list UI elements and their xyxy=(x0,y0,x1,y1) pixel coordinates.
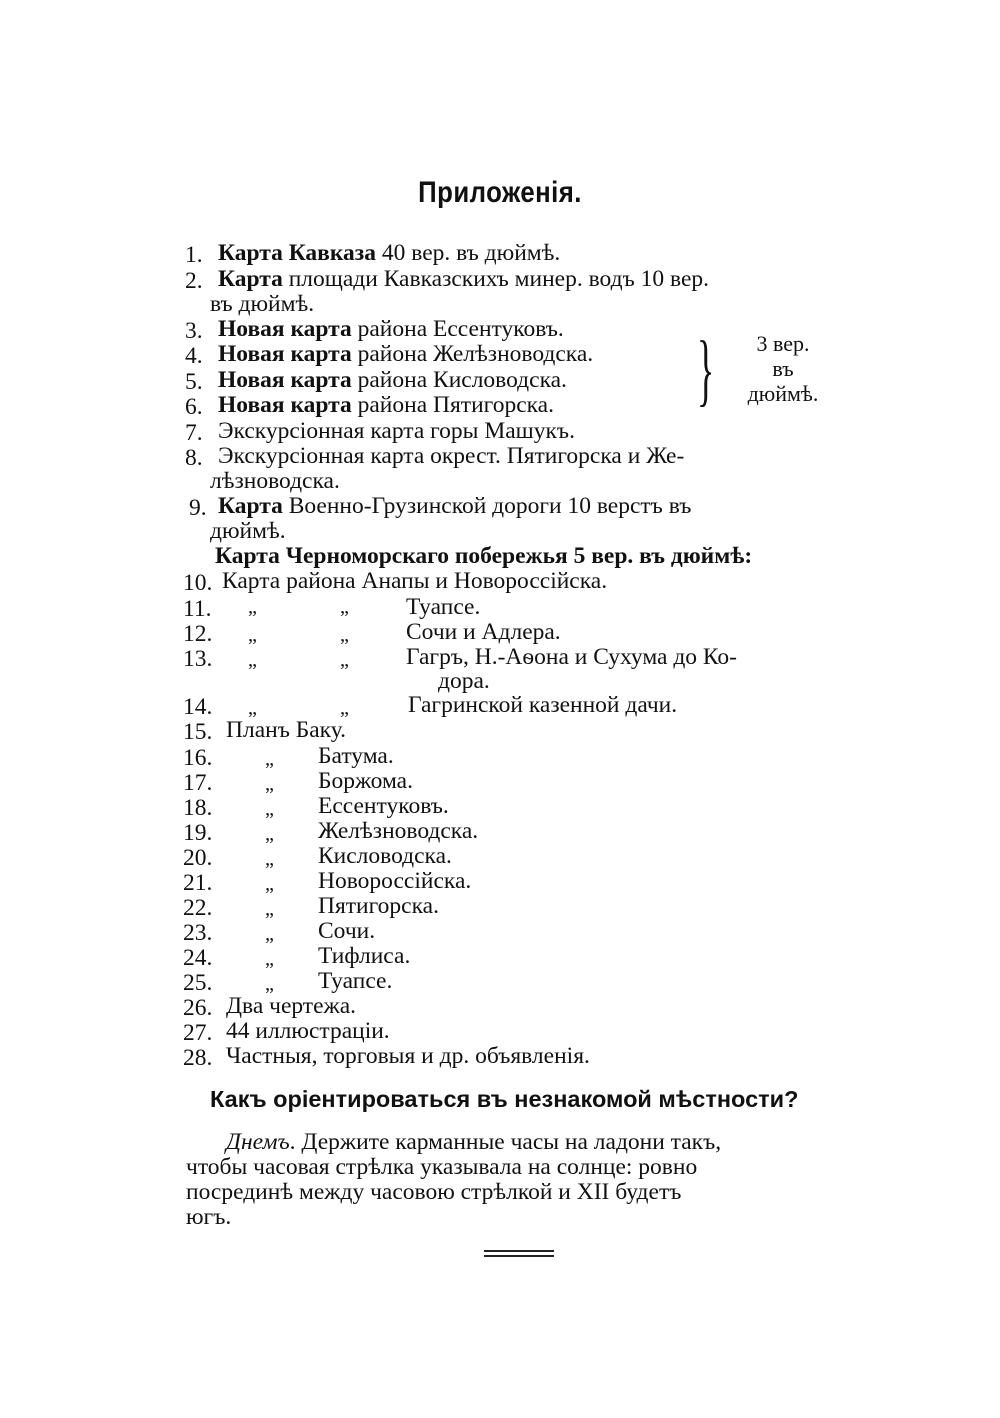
item-number: 19. xyxy=(183,820,213,846)
item-number: 17. xyxy=(183,770,213,796)
paragraph-line xyxy=(226,1129,721,1155)
ditto-mark: „ xyxy=(340,649,349,671)
item-bold: Карта xyxy=(218,266,283,292)
list-item: Ессентуковъ. xyxy=(318,793,449,819)
list-item: Планъ Баку. xyxy=(226,717,347,743)
ditto-mark: „ xyxy=(265,973,274,995)
item-number: 11. xyxy=(183,596,212,622)
item-number: 26. xyxy=(183,995,213,1021)
paragraph-text: . Держите карманные часы на ладони такъ, xyxy=(289,1129,722,1155)
item-bold: Новая карта xyxy=(218,316,352,342)
list-item xyxy=(218,493,691,519)
ditto-mark: „ xyxy=(265,848,274,870)
paragraph-lead: Днемъ xyxy=(226,1129,290,1155)
list-item: Гагринской казенной дачи. xyxy=(408,692,678,718)
item-bold: Новая карта xyxy=(218,341,352,367)
ditto-mark: „ xyxy=(265,798,274,820)
item-continuation: дюймѣ. xyxy=(210,518,286,544)
item-text: района Ессентуковъ. xyxy=(351,316,564,342)
item-text: Военно-Грузинской дороги 10 верстъ въ xyxy=(282,493,692,519)
item-number: 27. xyxy=(183,1020,213,1046)
item-number: 25. xyxy=(183,970,213,996)
list-item: Туапсе. xyxy=(406,594,481,620)
curly-brace-icon: } xyxy=(697,326,715,414)
list-item: Туапсе. xyxy=(318,968,393,994)
item-number: 13. xyxy=(183,646,213,672)
list-item: Кисловодска. xyxy=(318,843,452,869)
brace-note: дюймѣ. xyxy=(747,381,819,406)
ditto-mark: „ xyxy=(248,649,257,671)
list-item: Сочи. xyxy=(318,918,376,944)
coast-heading: Карта Черноморскаго побережья 5 вер. въ дюймѣ: xyxy=(215,543,753,569)
paragraph-line: чтобы часовая стрѣлка указывала на солнце: ровно xyxy=(186,1154,698,1180)
item-number: 3. xyxy=(185,318,203,344)
item-continuation: лѣзноводска. xyxy=(210,468,340,494)
ditto-mark: „ xyxy=(340,596,349,618)
ditto-mark: „ xyxy=(340,624,349,646)
item-number: 20. xyxy=(183,845,213,871)
list-item: Карта района Анапы и Новороссійска. xyxy=(222,568,608,594)
item-number: 6. xyxy=(185,394,203,420)
list-item: 44 иллюстраціи. xyxy=(226,1018,390,1044)
list-item: Два чертежа. xyxy=(226,993,357,1019)
ditto-mark: „ xyxy=(248,624,257,646)
list-item: Пятигорска. xyxy=(318,893,439,919)
ditto-mark: „ xyxy=(265,823,274,845)
item-continuation: дора. xyxy=(438,668,490,694)
item-text: района Кисловодска. xyxy=(351,367,567,393)
ditto-mark: „ xyxy=(265,923,274,945)
list-item xyxy=(218,392,554,418)
item-number: 28. xyxy=(183,1045,213,1071)
ditto-mark: „ xyxy=(265,948,274,970)
section-heading: Какъ оріентироваться въ незнакомой мѣстности? xyxy=(210,1086,799,1112)
item-text: площади Кавказскихъ минер. водъ 10 вер. xyxy=(282,266,709,292)
brace-note: въ xyxy=(772,356,794,381)
item-text: 40 вер. въ дюймѣ. xyxy=(376,240,561,266)
ditto-mark: „ xyxy=(265,873,274,895)
end-rule xyxy=(484,1250,554,1252)
ditto-mark: „ xyxy=(340,697,349,719)
list-item xyxy=(218,240,560,266)
list-item: Сочи и Адлера. xyxy=(406,619,561,645)
item-number: 18. xyxy=(183,795,213,821)
item-number: 21. xyxy=(183,870,213,896)
item-number: 7. xyxy=(185,420,203,446)
list-item xyxy=(218,266,709,292)
item-continuation: въ дюймѣ. xyxy=(210,291,315,317)
ditto-mark: „ xyxy=(265,898,274,920)
item-number: 4. xyxy=(185,343,203,369)
ditto-mark: „ xyxy=(248,596,257,618)
paragraph-line: югъ. xyxy=(186,1204,232,1230)
item-number: 1. xyxy=(185,242,203,268)
page-title: Приложенія. xyxy=(418,176,582,209)
list-item: Экскурсіонная карта горы Машукъ. xyxy=(218,418,575,444)
item-number: 10. xyxy=(183,570,213,596)
list-item xyxy=(218,341,593,367)
item-number: 14. xyxy=(183,694,213,720)
item-number: 5. xyxy=(185,369,203,395)
item-number: 22. xyxy=(183,895,213,921)
item-text: района Желѣзноводска. xyxy=(351,341,594,367)
item-number: 8. xyxy=(185,445,203,471)
brace-note: 3 вер. xyxy=(756,331,810,356)
item-number: 23. xyxy=(183,920,213,946)
list-item: Частныя, торговыя и др. объявленія. xyxy=(226,1043,590,1069)
list-item: Боржома. xyxy=(318,768,413,794)
paragraph-line: посрединѣ между часовою стрѣлкой и XII будетъ xyxy=(186,1179,682,1205)
list-item xyxy=(218,367,567,393)
list-item: Экскурсіонная карта окрест. Пятигорска и Же- xyxy=(218,443,685,469)
item-text: района Пятигорска. xyxy=(351,392,554,418)
item-number: 15. xyxy=(183,719,213,745)
list-item: Батума. xyxy=(318,743,394,769)
list-item: Гагръ, Н.-Аѳона и Сухума до Ко- xyxy=(406,644,738,670)
item-bold: Карта xyxy=(218,493,283,519)
list-item: Тифлиса. xyxy=(318,943,411,969)
list-item xyxy=(218,316,564,342)
item-bold: Новая карта xyxy=(218,392,352,418)
ditto-mark: „ xyxy=(248,697,257,719)
list-item: Новороссійска. xyxy=(318,868,472,894)
item-number: 2. xyxy=(185,268,203,294)
item-bold: Карта Кавказа xyxy=(218,240,376,266)
item-number: 12. xyxy=(183,621,213,647)
ditto-mark: „ xyxy=(265,748,274,770)
list-item: Желѣзноводска. xyxy=(318,818,479,844)
item-number: 9. xyxy=(189,495,207,521)
item-number: 16. xyxy=(183,745,213,771)
ditto-mark: „ xyxy=(265,773,274,795)
end-rule xyxy=(484,1255,554,1257)
item-number: 24. xyxy=(183,945,213,971)
item-bold: Новая карта xyxy=(218,367,352,393)
